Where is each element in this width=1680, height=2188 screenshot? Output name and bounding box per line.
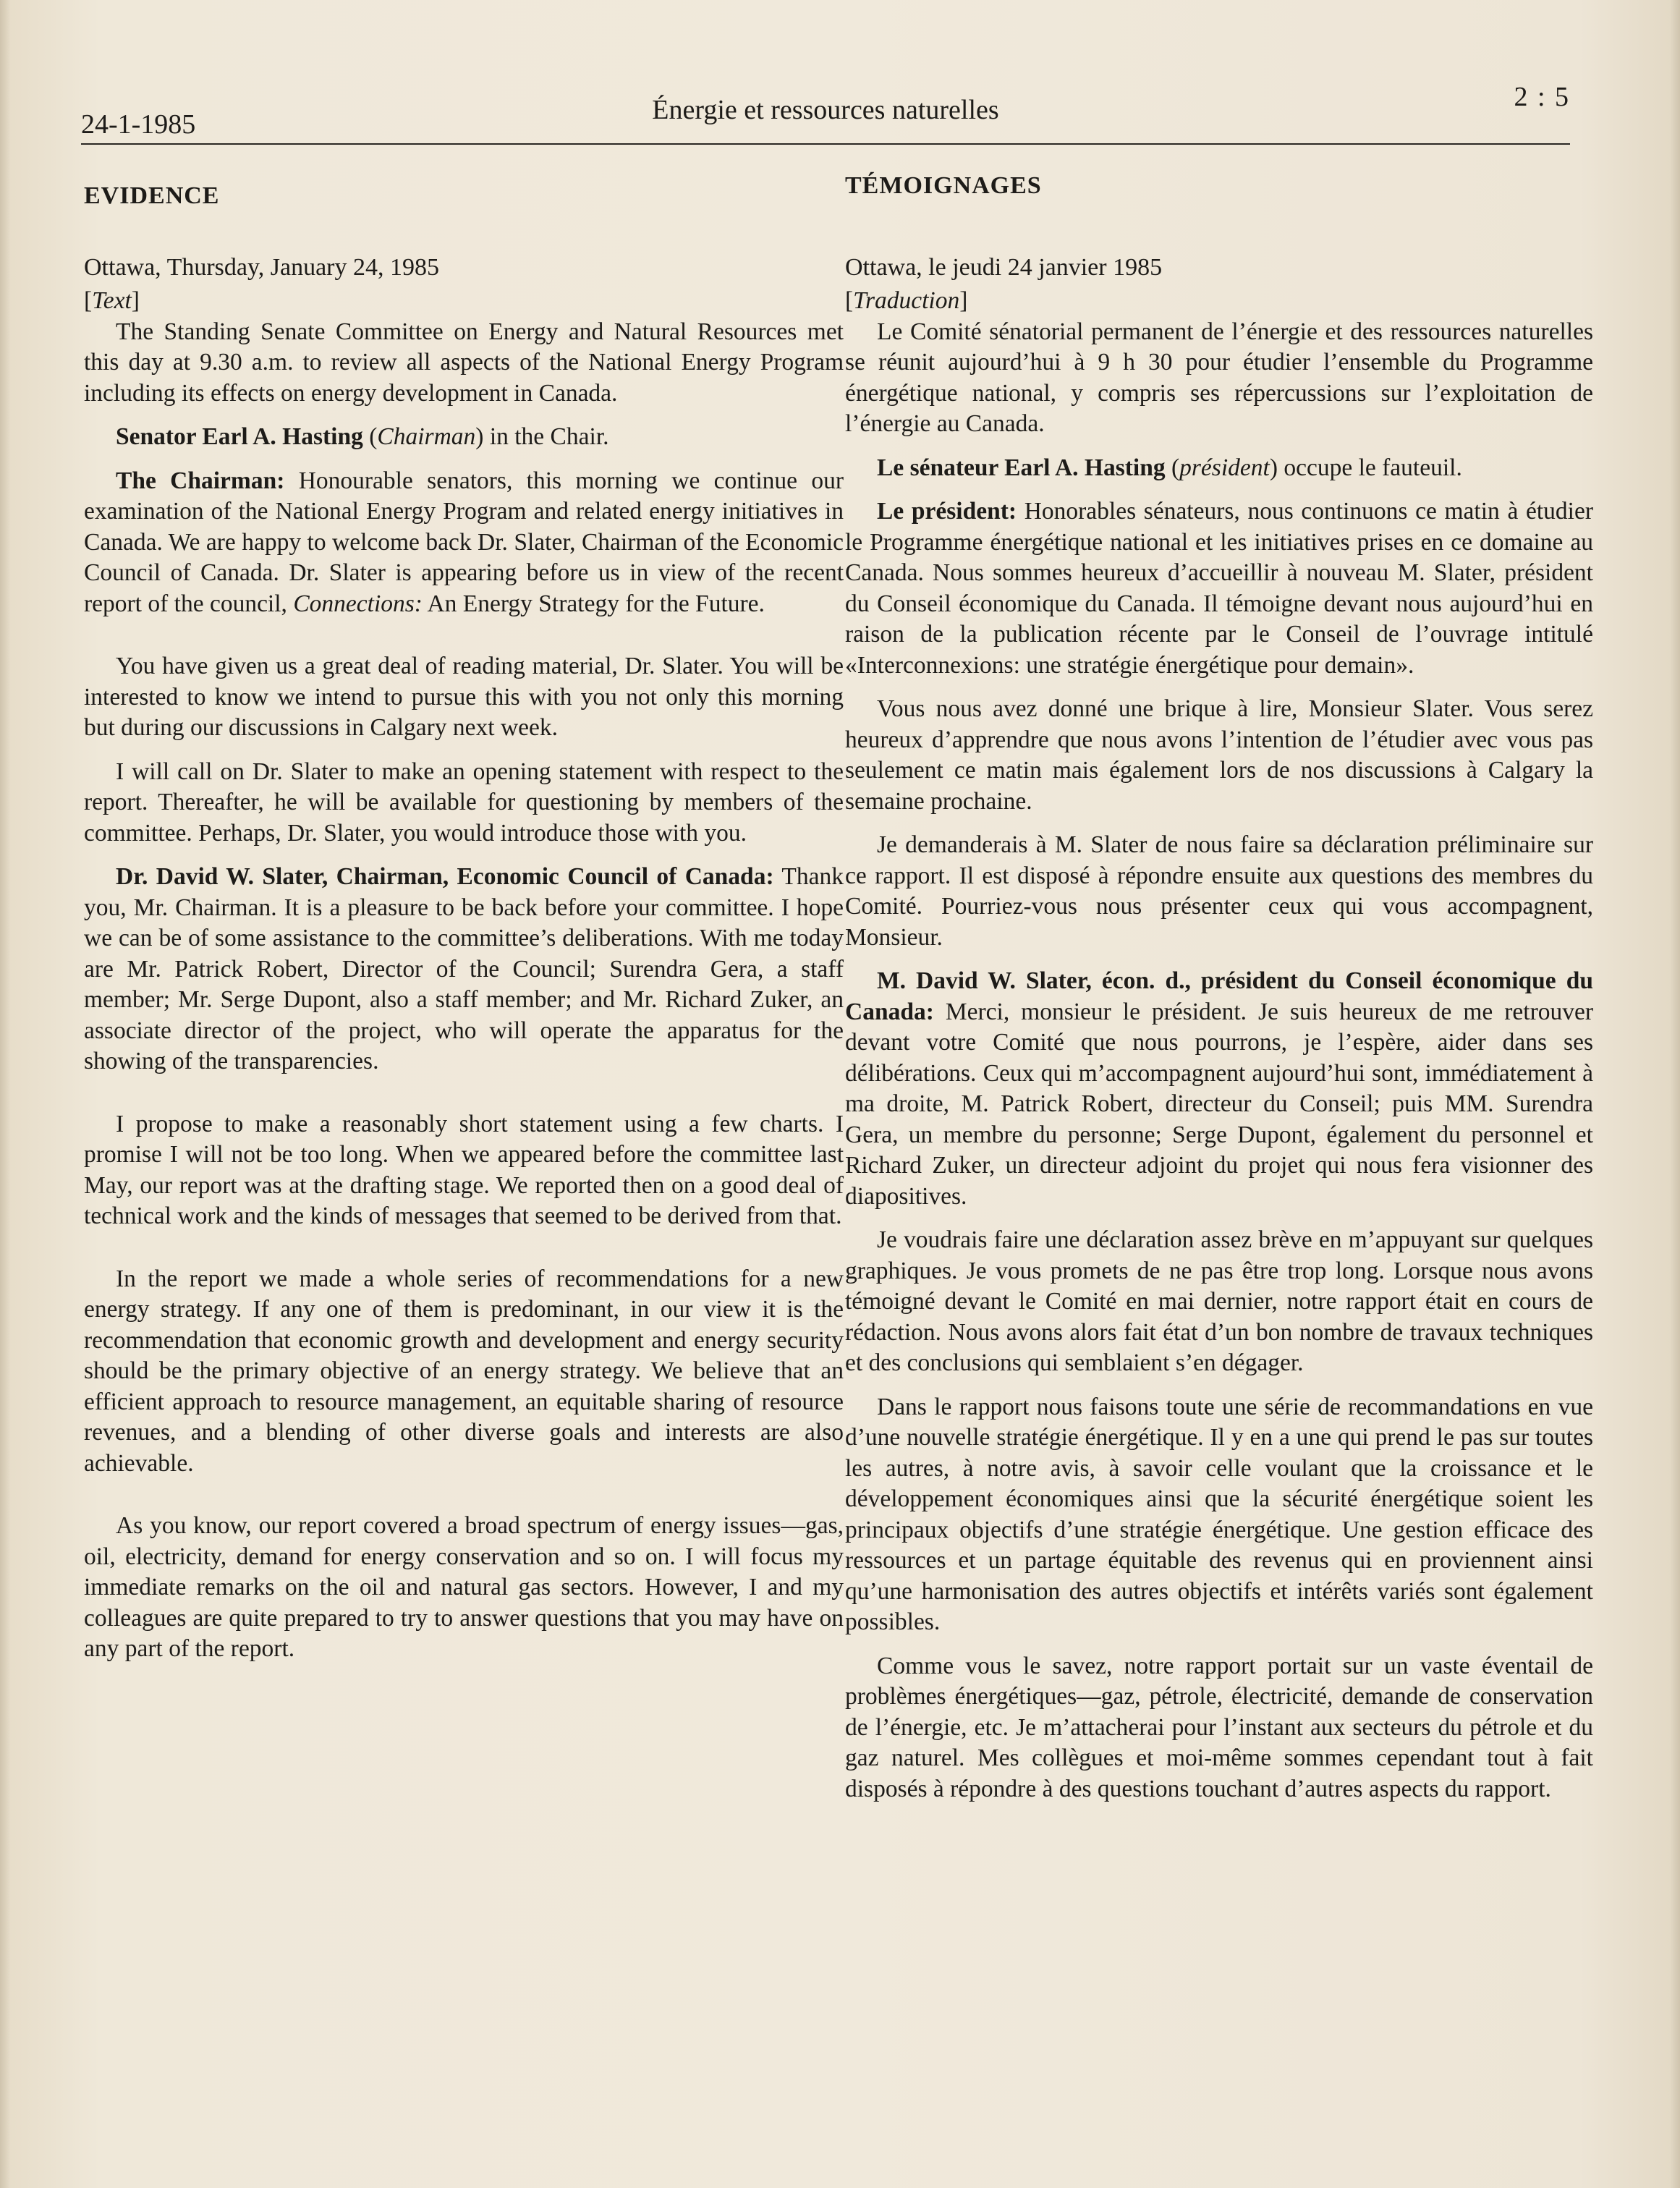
english-paragraph-5: I propose to make a reasonably short statement using a few charts. I promise I will not be too long. When we appeared before the committee last May, our report was at the drafting stage. We reported then on a good deal of technical work and the kinds of messages that seemed to be derived from that.	[84, 1110, 844, 1229]
french-paragraph-7: Comme vous le savez, notre rapport portait sur un vaste éventail de problèmes énergétiques—gaz, pétrole, électricité, demande de conservation de l’énergie, etc. Je m’attacherai pour l’instant aux secteurs du pétrole et du gaz naturel. Mes collègues et moi-même sommes cependant tout à fait disposés à répondre à des questions touchant d’autres aspects du rapport.	[845, 1652, 1593, 1802]
scan-edge-left	[0, 0, 10, 2188]
french-language-tag	[845, 286, 1593, 317]
french-column	[845, 172, 1593, 1818]
english-lang-word: Text	[92, 287, 132, 314]
header-rule	[81, 143, 1570, 145]
english-p1-text-b: An Energy Strategy for the Future.	[422, 590, 765, 617]
header-page-number: 2 : 5	[1514, 82, 1570, 112]
english-report-title: Connections:	[293, 590, 423, 617]
english-chair-name: Senator Earl A. Hasting	[116, 423, 363, 450]
running-header	[81, 78, 1570, 148]
english-paragraph-chairman	[84, 466, 844, 620]
french-paragraph-5: Je voudrais faire une déclaration assez brève en m’appuyant sur quelques graphiques. Je vous promets de ne pas être trop long. Lorsque nous avons témoigné devant le Comité en mai dernier, notre rapport était en cours de rédaction. Nous avons alors fait état d’un bon nombre de travaux techniques et des conclusions qui semblaient s’en dégager.	[845, 1226, 1593, 1376]
scan-edge-right	[1670, 0, 1680, 2188]
french-paragraph-6: Dans le rapport nous faisons toute une série de recommandations en vue d’une nouvelle stratégie énergétique. Il y en a une qui prend le pas sur toutes les autres, à notre avis, à savoir celle voulant que la croissance et le développement économiques ainsi que la sécurité énergétique soient les principaux objectifs d’une stratégie énergétique. Une gestion efficace des ressources et un partage équitable des revenus qui en proviennent ainsi qu’une harmonisation des autres objectifs et intérêts variés sont également possibles.	[845, 1393, 1593, 1635]
french-intro: Le Comité sénatorial permanent de l’énergie et des ressources naturelles se réunit aujourd’hui à 9 h 30 pour étudier l’ensemble du Programme énergétique national, y compris ses répercussions sur l’exploitation de l’énergie au Canada.	[845, 318, 1593, 437]
french-p1-text: Honorables sénateurs, nous continuons ce matin à étudier le Programme énergétique national et les initiatives prises en ce domaine au Canada. Nous sommes heureux d’accueillir à nouveau M. Slater, président du Conseil économique du Canada. Il témoigne devant nous aujourd’hui en raison de la publication récente par le Conseil de l’ouvrage intitulé «Interconnexions: une stratégie énergétique pour demain».	[845, 498, 1593, 679]
french-chair-role: président	[1179, 454, 1270, 481]
english-lang-close: ]	[131, 287, 140, 314]
english-column	[84, 181, 844, 1678]
french-heading: TÉMOIGNAGES	[845, 172, 1042, 199]
english-paragraph-3: I will call on Dr. Slater to make an opening statement with respect to the report. Thereafter, he will be available for questioning by members of the committee. Perhaps, Dr. Slater, you would introduce those with you.	[84, 758, 844, 847]
french-dateline: Ottawa, le jeudi 24 janvier 1985	[845, 253, 1163, 281]
english-language-tag	[84, 286, 844, 317]
french-paragraph-president	[845, 496, 1593, 681]
english-paragraph-6: In the report we made a whole series of recommendations for a new energy strategy. If any one of them is predominant, in our view it is the recommendation that economic growth and development and energy security should be the primary objective of an energy strategy. We believe that an efficient approach to resource management, an equitable sharing of resource revenues, and a blending of other diverse goals and interests are also achievable.	[84, 1265, 844, 1477]
english-heading: EVIDENCE	[84, 182, 220, 209]
header-date: 24-1-1985	[81, 109, 196, 140]
english-chair-role: Chairman	[377, 423, 476, 450]
english-speaker-slater: Dr. David W. Slater, Chairman, Economic Council of Canada:	[116, 863, 774, 890]
french-lang-open: [	[845, 287, 854, 314]
french-chair-suffix: occupe le fauteuil.	[1277, 454, 1462, 481]
english-dateline: Ottawa, Thursday, January 24, 1985	[84, 253, 440, 281]
french-lang-close: ]	[959, 287, 968, 314]
french-p4-text: Merci, monsieur le président. Je suis heureux de me retrouver devant votre Comité que nous pourrons, je l’espère, aider dans ses délibérations. Ceux qui m’accompagnent aujourd’hui sont, immédiatement à ma droite, M. Patrick Robert, directeur du Conseil; puis MM. Surendra Gera, un membre du personne; Serge Dupont, également du personnel et Richard Zuker, un directeur adjoint du projet qui nous fera visionner des diapositives.	[845, 998, 1593, 1210]
french-speaker-president: Le président:	[877, 498, 1017, 525]
english-paragraph-7: As you know, our report covered a broad spectrum of energy issues—gas, oil, electricity, demand for energy conservation and so on. I will focus my immediate remarks on the oil and natural gas sectors. However, I and my colleagues are quite prepared to try to answer questions that you may have on any part of the report.	[84, 1512, 844, 1662]
french-paragraph-2: Vous nous avez donné une brique à lire, Monsieur Slater. Vous serez heureux d’apprendre que nous avons l’intention de l’étudier avec vous pas seulement ce matin mais également lors de nos discussions à Calgary la semaine prochaine.	[845, 695, 1593, 815]
english-chair-line: Senator Earl A. Hasting (Chairman) in the Chair.	[116, 423, 609, 450]
english-speaker-chairman: The Chairman:	[116, 467, 285, 494]
english-paragraph-2: You have given us a great deal of reading material, Dr. Slater. You will be interested to know we intend to pursue this with you not only this morning but during our discussions in Calgary next week.	[84, 653, 844, 741]
english-paragraph-slater	[84, 862, 844, 1077]
french-chair-line: Le sénateur Earl A. Hasting (président) occupe le fauteuil.	[877, 454, 1462, 481]
english-p1-text-a: Honourable senators, this morning we continue our examination of the National Energy Program and related energy initiatives in Canada. We are happy to welcome back Dr. Slater, Chairman of the Economic Council of Canada. Dr. Slater is appearing before us in view of the recent report of the council,	[84, 467, 844, 617]
french-paragraph-slater	[845, 966, 1593, 1212]
french-lang-word: Traduction	[853, 287, 960, 314]
english-intro: The Standing Senate Committee on Energy and Natural Resources met this day at 9.30 a.m. to review all aspects of the National Energy Program including its effects on energy development in Canada.	[84, 318, 844, 407]
header-title: Énergie et ressources naturelles	[652, 95, 999, 125]
french-chair-name: Le sénateur Earl A. Hasting	[877, 454, 1166, 481]
english-p4-text: Thank you, Mr. Chairman. It is a pleasure to be back before your committee. I hope we can be of some assistance to the committee’s deliberations. With me today are Mr. Patrick Robert, Director of the Council; Surendra Gera, a staff member; Mr. Serge Dupont, also a staff member; and Mr. Richard Zuker, an associate director of the project, who will operate the apparatus for the showing of the transparencies.	[84, 863, 844, 1074]
english-lang-open: [	[84, 287, 93, 314]
english-chair-suffix: in the Chair.	[483, 423, 609, 450]
french-speaker-slater: M. David W. Slater, écon. d., président du Conseil économique du Canada:	[845, 967, 1593, 1025]
french-paragraph-3: Je demanderais à M. Slater de nous faire sa déclaration préliminaire sur ce rapport. Il est disposé à répondre ensuite aux questions des membres du Comité. Pourriez-vous nous présenter ceux qui vous accompagnent, Monsieur.	[845, 831, 1593, 951]
